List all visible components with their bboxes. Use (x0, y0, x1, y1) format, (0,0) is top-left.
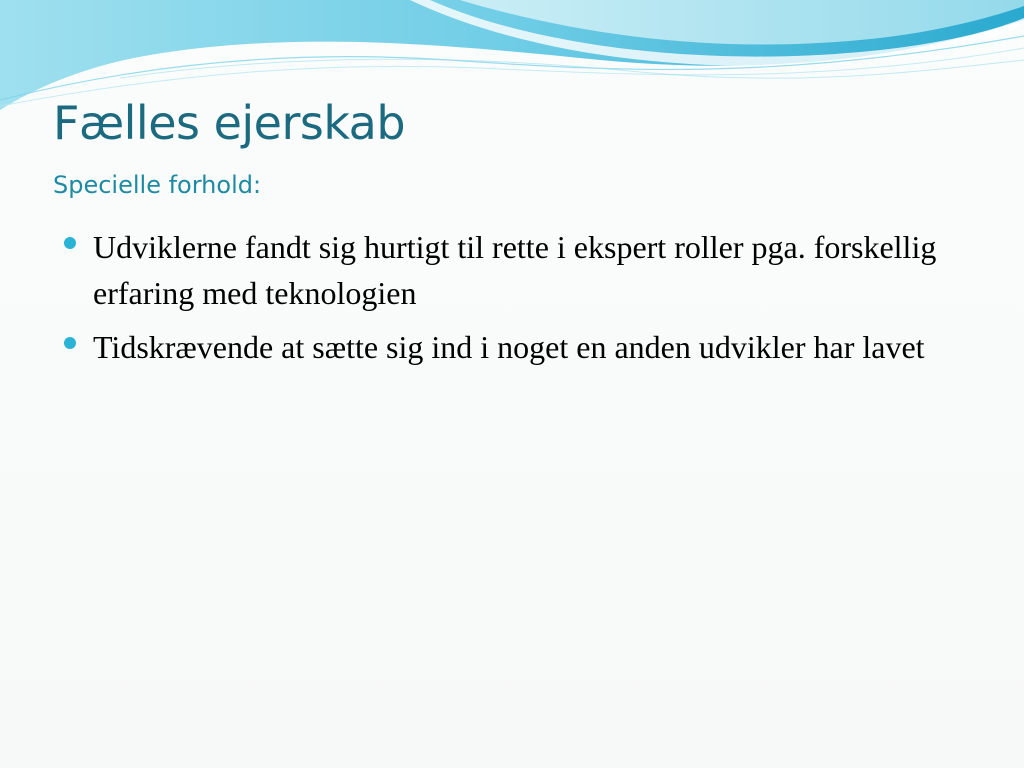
bullet-icon (64, 337, 76, 349)
bullet-list (64, 224, 964, 378)
slide-subtitle: Specielle forhold: (53, 171, 262, 199)
bullet-icon (64, 237, 76, 249)
wave-line-3 (120, 59, 1024, 78)
slide-title: Fælles ejerskab (53, 96, 406, 150)
bullet-item (64, 224, 964, 316)
bullet-text: Udviklerne fandt sig hurtigt til rette i ekspert roller pga. forskellig erfaring med teknologien (93, 229, 937, 311)
bullet-text: Tidskrævende at sætte sig ind i noget en anden udvikler har lavet (93, 329, 925, 365)
bullet-item (64, 324, 964, 370)
